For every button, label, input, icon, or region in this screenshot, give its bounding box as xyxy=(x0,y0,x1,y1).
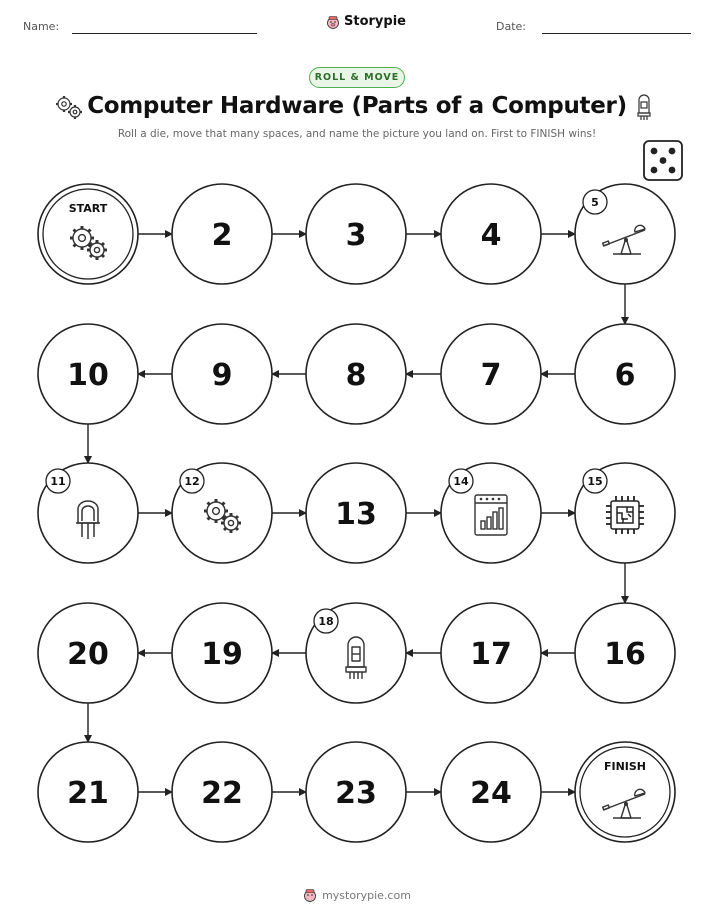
board-space-14[interactable] xyxy=(441,463,541,563)
board-space-9[interactable] xyxy=(172,324,272,424)
board-space-19[interactable] xyxy=(172,603,272,703)
space-number: 15 xyxy=(587,475,603,488)
board-space-10[interactable] xyxy=(38,324,138,424)
space-number: 3 xyxy=(345,218,367,253)
space-number: 7 xyxy=(480,358,502,393)
board-space-5[interactable] xyxy=(575,184,675,284)
space-number: 13 xyxy=(335,497,377,532)
board-space-21[interactable] xyxy=(38,742,138,842)
board-space-12[interactable] xyxy=(172,463,272,563)
board-space-4[interactable] xyxy=(441,184,541,284)
space-number: 12 xyxy=(184,475,200,488)
space-number: 24 xyxy=(470,776,512,811)
pig-mascot-icon xyxy=(303,888,317,902)
space-label: FINISH xyxy=(603,760,647,773)
space-number: 17 xyxy=(470,637,512,672)
board-spaces xyxy=(38,184,675,842)
board-space-22[interactable] xyxy=(172,742,272,842)
space-number: 23 xyxy=(335,776,377,811)
game-type-badge: ROLL & MOVE xyxy=(309,67,405,88)
space-number: 6 xyxy=(614,358,636,393)
space-number: 9 xyxy=(211,358,233,393)
brand-name: Storypie xyxy=(344,14,406,29)
date-label: Date: xyxy=(496,20,526,33)
board-space-8[interactable] xyxy=(306,324,406,424)
board-space-7[interactable] xyxy=(441,324,541,424)
space-circle xyxy=(38,184,138,284)
space-number: 22 xyxy=(201,776,243,811)
board-space-18[interactable] xyxy=(306,603,406,703)
space-number: 2 xyxy=(211,218,233,253)
space-circle xyxy=(575,742,675,842)
space-number: 21 xyxy=(67,776,109,811)
space-number: 16 xyxy=(604,637,646,672)
board-space-23[interactable] xyxy=(306,742,406,842)
space-number: 10 xyxy=(67,358,109,393)
board-space-11[interactable] xyxy=(38,463,138,563)
board-space-15[interactable] xyxy=(575,463,675,563)
space-number: 18 xyxy=(318,615,334,628)
instructions-text: Roll a die, move that many spaces, and name the picture you land on. First to FINISH wins! xyxy=(117,128,597,140)
board-space-1[interactable] xyxy=(38,184,138,284)
board-space-20[interactable] xyxy=(38,603,138,703)
board-space-24[interactable] xyxy=(441,742,541,842)
board-space-17[interactable] xyxy=(441,603,541,703)
name-label: Name: xyxy=(23,20,60,33)
footer-url[interactable]: mystorypie.com xyxy=(322,888,411,902)
board-space-16[interactable] xyxy=(575,603,675,703)
footer xyxy=(0,888,714,902)
space-number: 4 xyxy=(480,218,502,253)
space-label: START xyxy=(68,202,108,215)
board-space-13[interactable] xyxy=(306,463,406,563)
board-space-2[interactable] xyxy=(172,184,272,284)
board-space-6[interactable] xyxy=(575,324,675,424)
space-number: 19 xyxy=(201,637,243,672)
space-number: 14 xyxy=(453,475,469,488)
page-title: Computer Hardware (Parts of a Computer) xyxy=(87,93,627,119)
space-number: 20 xyxy=(67,637,109,672)
space-number: 5 xyxy=(591,196,599,209)
space-number: 11 xyxy=(50,475,66,488)
board-space-3[interactable] xyxy=(306,184,406,284)
space-number: 8 xyxy=(345,358,367,393)
board-space-25[interactable] xyxy=(575,742,675,842)
